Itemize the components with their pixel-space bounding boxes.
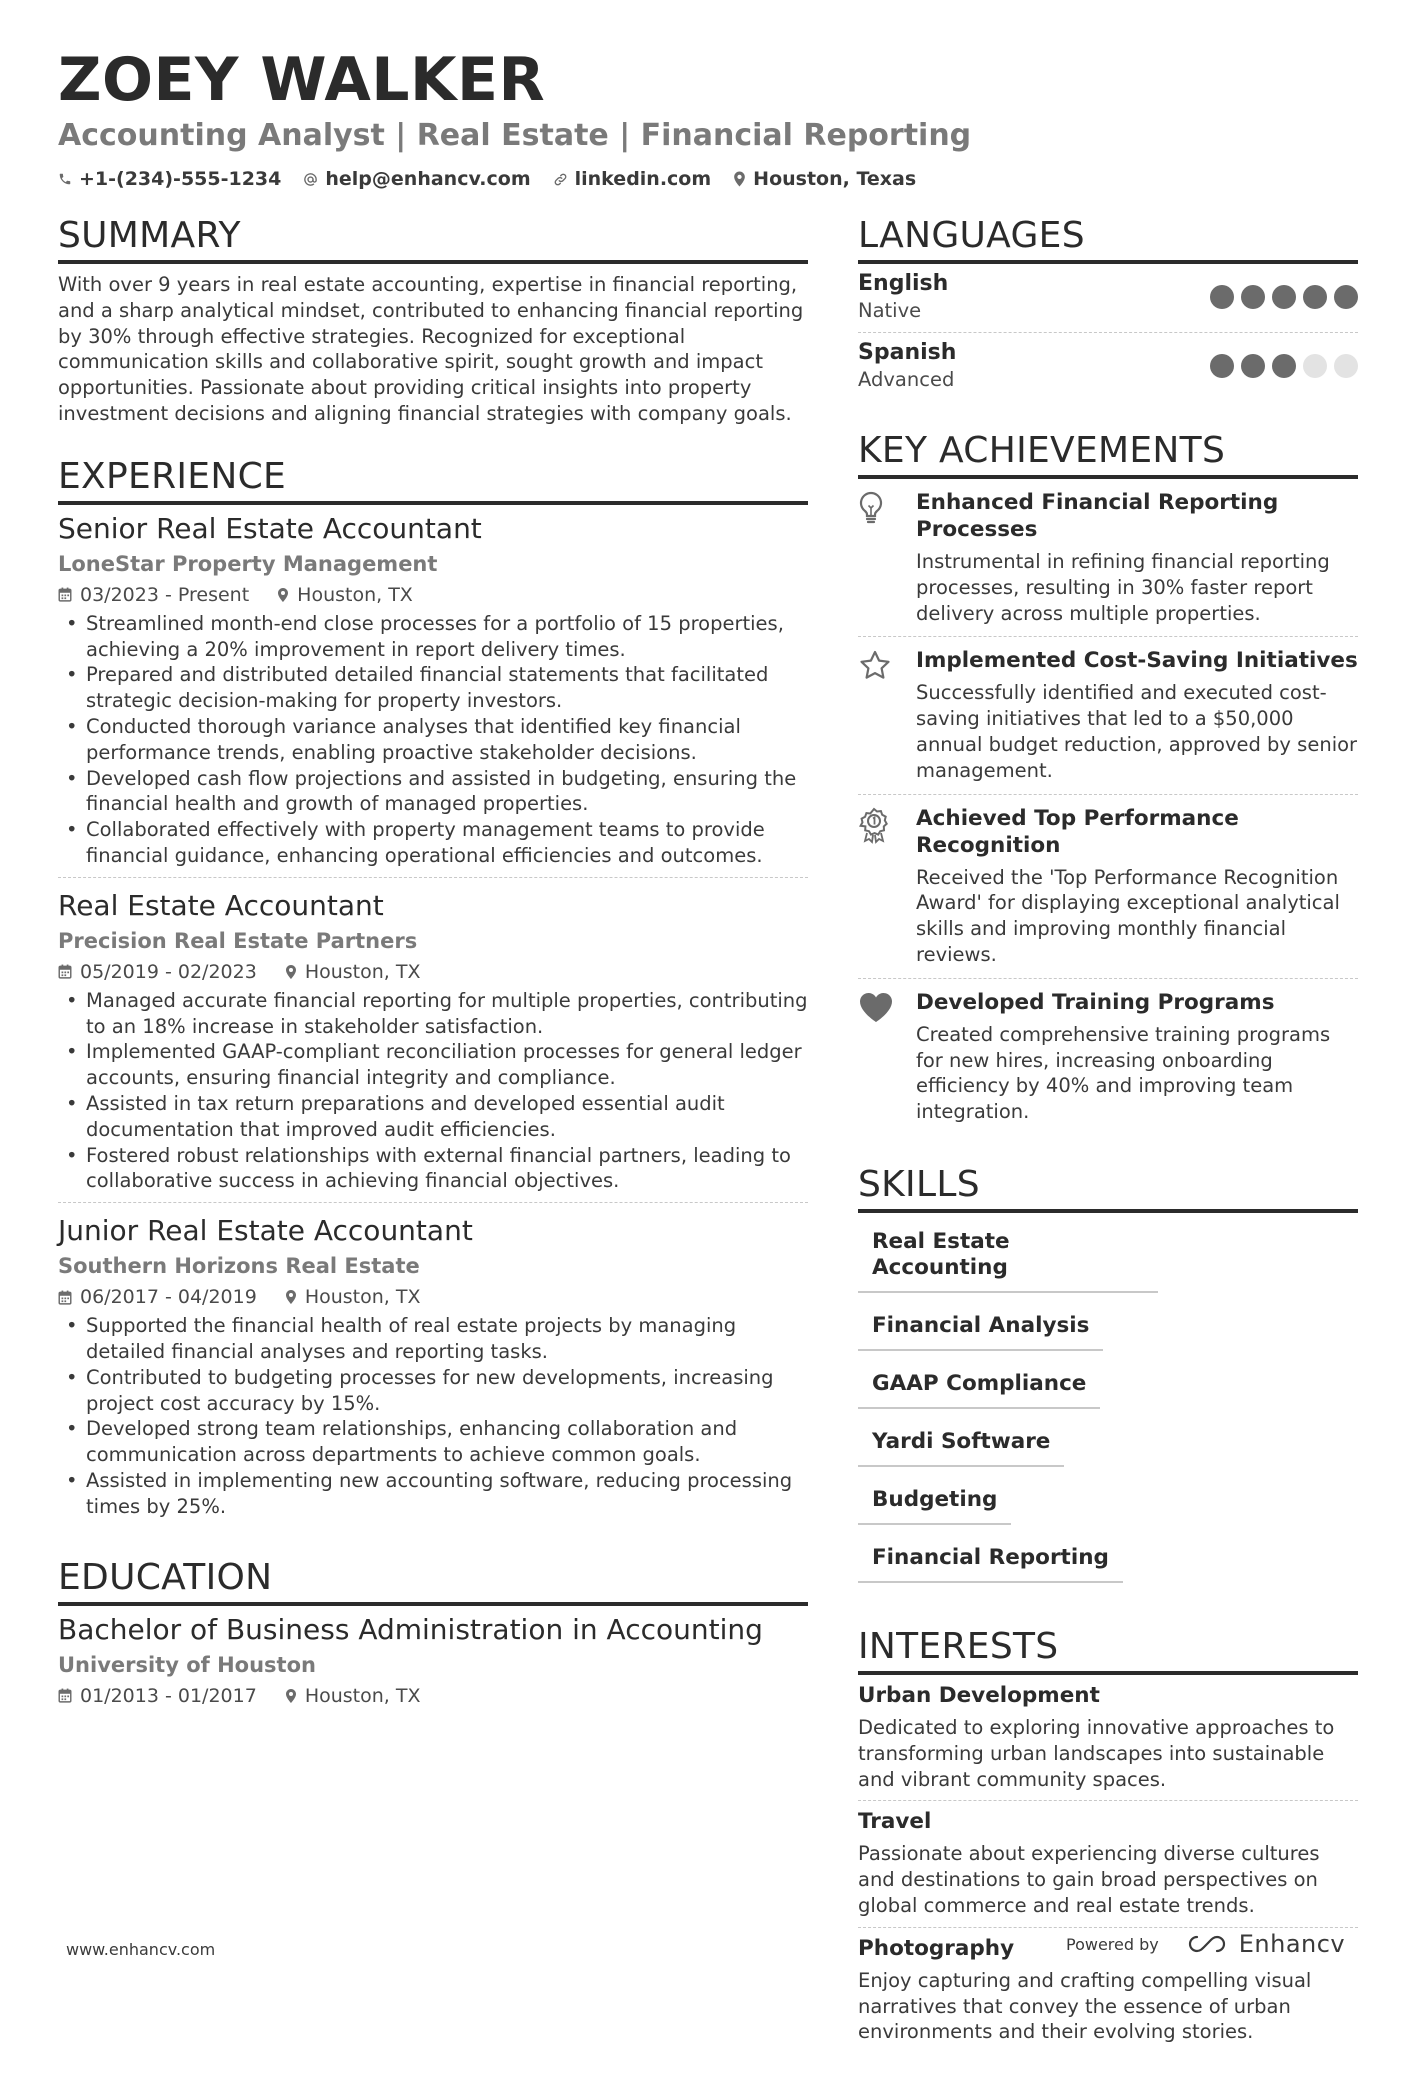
job-bullets <box>58 988 808 1194</box>
job-location-text: Houston, TX <box>304 1286 421 1309</box>
bullet-item: • Implemented GAAP-compliant reconciliation processes for general ledger accounts, ensuring financial integrity and compliance. <box>58 1039 808 1091</box>
bullet-item: • Supported the financial health of real estate projects by managing detailed financial analyses and reporting tasks. <box>58 1313 808 1365</box>
achievement-item <box>858 637 1358 794</box>
job-bullets <box>58 1313 808 1519</box>
achievement-item <box>858 795 1358 979</box>
bullet-item: • Managed accurate financial reporting for multiple properties, contributing to an 18% increase in stakeholder satisfaction. <box>58 988 808 1040</box>
brand-name: Enhancv <box>1238 1930 1346 1958</box>
footer-website[interactable]: www.enhancv.com <box>66 1940 216 1959</box>
achievement-body <box>916 805 1358 968</box>
interest-item <box>858 1675 1358 1801</box>
language-level: Advanced <box>858 368 955 391</box>
rating-dot-filled <box>1334 285 1358 309</box>
language-info <box>858 270 948 324</box>
bullet-item: • Conducted thorough variance analyses that identified key financial performance trends, enabling proactive stakeholder decisions. <box>58 714 808 766</box>
education-dates <box>58 1682 257 1710</box>
calendar-icon <box>58 587 72 602</box>
contact-location <box>733 168 916 190</box>
interests-section <box>858 1625 1358 2053</box>
candidate-name: ZOEY WALKER <box>58 45 546 115</box>
education-section <box>58 1556 808 1710</box>
summary-section <box>58 214 808 427</box>
powered-by-label: Powered by <box>1066 1934 1159 1954</box>
achievement-title: Developed Training Programs <box>916 989 1275 1015</box>
enhancv-logo-icon <box>1185 1933 1231 1955</box>
interest-item <box>858 1801 1358 1927</box>
skills-list <box>858 1223 1358 1597</box>
bullet-item: • Developed strong team relationships, enhancing collaboration and communication across departments to achieve common goals. <box>58 1416 808 1468</box>
education-meta <box>58 1682 808 1710</box>
bullet-item: • Collaborated effectively with property management teams to provide financial guidance, enhancing operational efficiencies and outcomes. <box>58 817 808 869</box>
contact-email[interactable] <box>303 168 530 190</box>
contact-bar <box>58 168 1358 190</box>
skill-tag: Yardi Software <box>858 1423 1064 1467</box>
education-heading: EDUCATION <box>58 1556 808 1606</box>
interest-desc: Passionate about experiencing diverse cultures and destinations to gain broad perspectives on global commerce and real estate trends. <box>858 1842 1320 1917</box>
job-dates <box>58 958 257 986</box>
job-title: Senior Real Estate Accountant <box>58 511 482 545</box>
language-level: Native <box>858 299 922 322</box>
experience-entry <box>58 888 808 1203</box>
achievement-body <box>916 989 1358 1125</box>
achievement-body <box>916 647 1358 783</box>
company-name: Southern Horizons Real Estate <box>58 1254 420 1279</box>
star-icon <box>858 649 892 683</box>
job-location <box>285 1283 421 1311</box>
rating-dot-filled <box>1210 354 1234 378</box>
experience-entry <box>58 1213 808 1527</box>
job-location-text: Houston, TX <box>304 960 421 983</box>
experience-entry <box>58 511 808 878</box>
rating-dot-filled <box>1241 354 1265 378</box>
achievement-desc: Instrumental in refining financial reporting processes, resulting in 30% faster report delivery across multiple properties. <box>916 550 1330 625</box>
phone-icon <box>58 172 72 186</box>
skill-tag: GAAP Compliance <box>858 1365 1100 1409</box>
job-meta <box>58 958 808 986</box>
experience-heading: EXPERIENCE <box>58 455 808 505</box>
job-location <box>277 581 413 609</box>
job-meta <box>58 581 808 609</box>
achievement-icon-wrap <box>858 805 916 968</box>
languages-section <box>858 214 1358 401</box>
bullet-item: • Assisted in tax return preparations and developed essential audit documentation that improved audit efficiencies. <box>58 1091 808 1143</box>
job-dates <box>58 581 249 609</box>
map-pin-icon <box>285 1688 297 1704</box>
achievement-icon-wrap <box>858 647 916 783</box>
achievement-desc: Created comprehensive training programs for new hires, increasing onboarding efficiency by 40% and improving team integration. <box>916 1022 1331 1124</box>
achievement-icon-wrap <box>858 989 916 1125</box>
job-dates <box>58 1283 257 1311</box>
job-dates-text: 05/2019 - 02/2023 <box>80 960 257 983</box>
language-item <box>858 333 1358 401</box>
job-title: Real Estate Accountant <box>58 888 384 922</box>
job-title: Junior Real Estate Accountant <box>58 1214 473 1248</box>
skill-tag: Real Estate Accounting <box>858 1223 1158 1293</box>
job-dates-text: 03/2023 - Present <box>80 583 250 606</box>
footer-branding[interactable] <box>1066 1930 1345 1958</box>
achievement-item <box>858 979 1358 1135</box>
skills-heading: SKILLS <box>858 1163 1358 1213</box>
bullet-item: • Developed cash flow projections and assisted in budgeting, ensuring the financial health and growth of managed properties. <box>58 766 808 818</box>
interest-title: Photography <box>858 1935 1015 1961</box>
language-item <box>858 264 1358 333</box>
skill-tag: Financial Analysis <box>858 1307 1103 1351</box>
interest-title: Travel <box>858 1809 932 1835</box>
skill-tag: Financial Reporting <box>858 1539 1123 1583</box>
language-info <box>858 339 956 393</box>
achievement-desc: Successfully identified and executed cost-saving initiatives that led to a $50,000 annual budget reduction, approved by senior management. <box>916 681 1358 782</box>
interests-heading: INTERESTS <box>858 1625 1358 1675</box>
calendar-icon <box>58 964 72 979</box>
skills-section <box>858 1163 1358 1597</box>
education-dates-text: 01/2013 - 01/2017 <box>80 1684 257 1707</box>
achievement-desc: Received the 'Top Performance Recognition Award' for displaying exceptional analytical skills and improving monthly financial reviews. <box>916 865 1340 966</box>
bullet-item: • Streamlined month-end close processes for a portfolio of 15 properties, achieving a 20% improvement in report delivery times. <box>58 611 808 663</box>
map-pin-icon <box>733 171 746 187</box>
job-location <box>285 958 421 986</box>
left-column <box>58 214 808 1738</box>
rating-dot-filled <box>1241 285 1265 309</box>
contact-linkedin[interactable] <box>553 168 712 190</box>
bullet-item: • Assisted in implementing new accounting software, reducing processing times by 25%. <box>58 1468 808 1520</box>
achievement-item <box>858 479 1358 637</box>
experience-section <box>58 455 808 1528</box>
degree-title: Bachelor of Business Administration in Accounting <box>58 1612 763 1646</box>
job-bullets <box>58 611 808 869</box>
email-text: help@enhancv.com <box>325 168 531 190</box>
rating-dot-filled <box>1272 354 1296 378</box>
education-location <box>285 1682 421 1710</box>
rating-dot-empty <box>1303 354 1327 378</box>
interest-desc: Dedicated to exploring innovative approaches to transforming urban landscapes into sustainable and vibrant community spaces. <box>858 1715 1335 1791</box>
link-icon <box>553 172 568 187</box>
bullet-item: • Contributed to budgeting processes for new developments, increasing project cost accuracy by 15%. <box>58 1365 808 1417</box>
interest-desc: Enjoy capturing and crafting compelling visual narratives that convey the essence of urban environments and their evolving stories. <box>858 1968 1312 2044</box>
interest-title: Urban Development <box>858 1682 1100 1708</box>
achievement-title: Achieved Top Performance Recognition <box>916 805 1239 858</box>
lightbulb-icon <box>858 491 884 525</box>
resume-header <box>58 44 1358 190</box>
achievement-body <box>916 489 1358 626</box>
contact-phone[interactable] <box>58 168 281 190</box>
map-pin-icon <box>277 587 289 603</box>
calendar-icon <box>58 1290 72 1305</box>
map-pin-icon <box>285 1289 297 1305</box>
summary-heading: SUMMARY <box>58 214 808 264</box>
linkedin-text: linkedin.com <box>574 168 712 190</box>
calendar-icon <box>58 1688 72 1703</box>
summary-text: With over 9 years in real estate accounting, expertise in financial reporting, and a sharp analytical mindset, contributed to enhancing financial reporting by 30% through effective strategies. Recognized for exceptional communication skills and collaborative spirit, sought growth and impact opportunities. Passionate about providing critical insights into property investment decisions and aligning financial strategies with company goals. <box>58 273 804 425</box>
achievement-title: Enhanced Financial Reporting Processes <box>916 490 1279 542</box>
job-location-text: Houston, TX <box>297 583 413 606</box>
rating-dot-filled <box>1272 285 1296 309</box>
skill-tag: Budgeting <box>858 1481 1011 1525</box>
achievement-icon-wrap <box>858 489 916 626</box>
company-name: LoneStar Property Management <box>58 551 438 576</box>
job-meta <box>58 1283 808 1311</box>
phone-text: +1-(234)-555-1234 <box>79 168 282 190</box>
language-name: Spanish <box>858 340 957 365</box>
heart-icon <box>858 991 894 1023</box>
bullet-item: • Fostered robust relationships with external financial partners, leading to collaborative success in achieving financial objectives. <box>58 1143 808 1195</box>
language-rating <box>1203 354 1358 378</box>
candidate-headline: Accounting Analyst | Real Estate | Financial Reporting <box>58 118 972 153</box>
rating-dot-filled <box>1303 285 1327 309</box>
rating-dot-empty <box>1334 354 1358 378</box>
award-icon <box>858 807 890 843</box>
right-column <box>858 214 1358 2081</box>
location-text: Houston, Texas <box>753 168 917 190</box>
education-location-text: Houston, TX <box>304 1684 421 1707</box>
achievements-heading: KEY ACHIEVEMENTS <box>858 429 1358 479</box>
job-dates-text: 06/2017 - 04/2019 <box>80 1286 257 1309</box>
map-pin-icon <box>285 964 297 980</box>
school-name: University of Houston <box>58 1652 316 1677</box>
achievement-title: Implemented Cost-Saving Initiatives <box>916 648 1358 674</box>
bullet-item: • Prepared and distributed detailed financial statements that facilitated strategic decision-making for property investors. <box>58 662 808 714</box>
achievements-section <box>858 429 1358 1135</box>
rating-dot-filled <box>1210 285 1234 309</box>
company-name: Precision Real Estate Partners <box>58 928 418 953</box>
language-name: English <box>858 271 949 296</box>
language-rating <box>1203 285 1358 309</box>
languages-heading: LANGUAGES <box>858 214 1358 264</box>
at-icon <box>303 172 318 187</box>
